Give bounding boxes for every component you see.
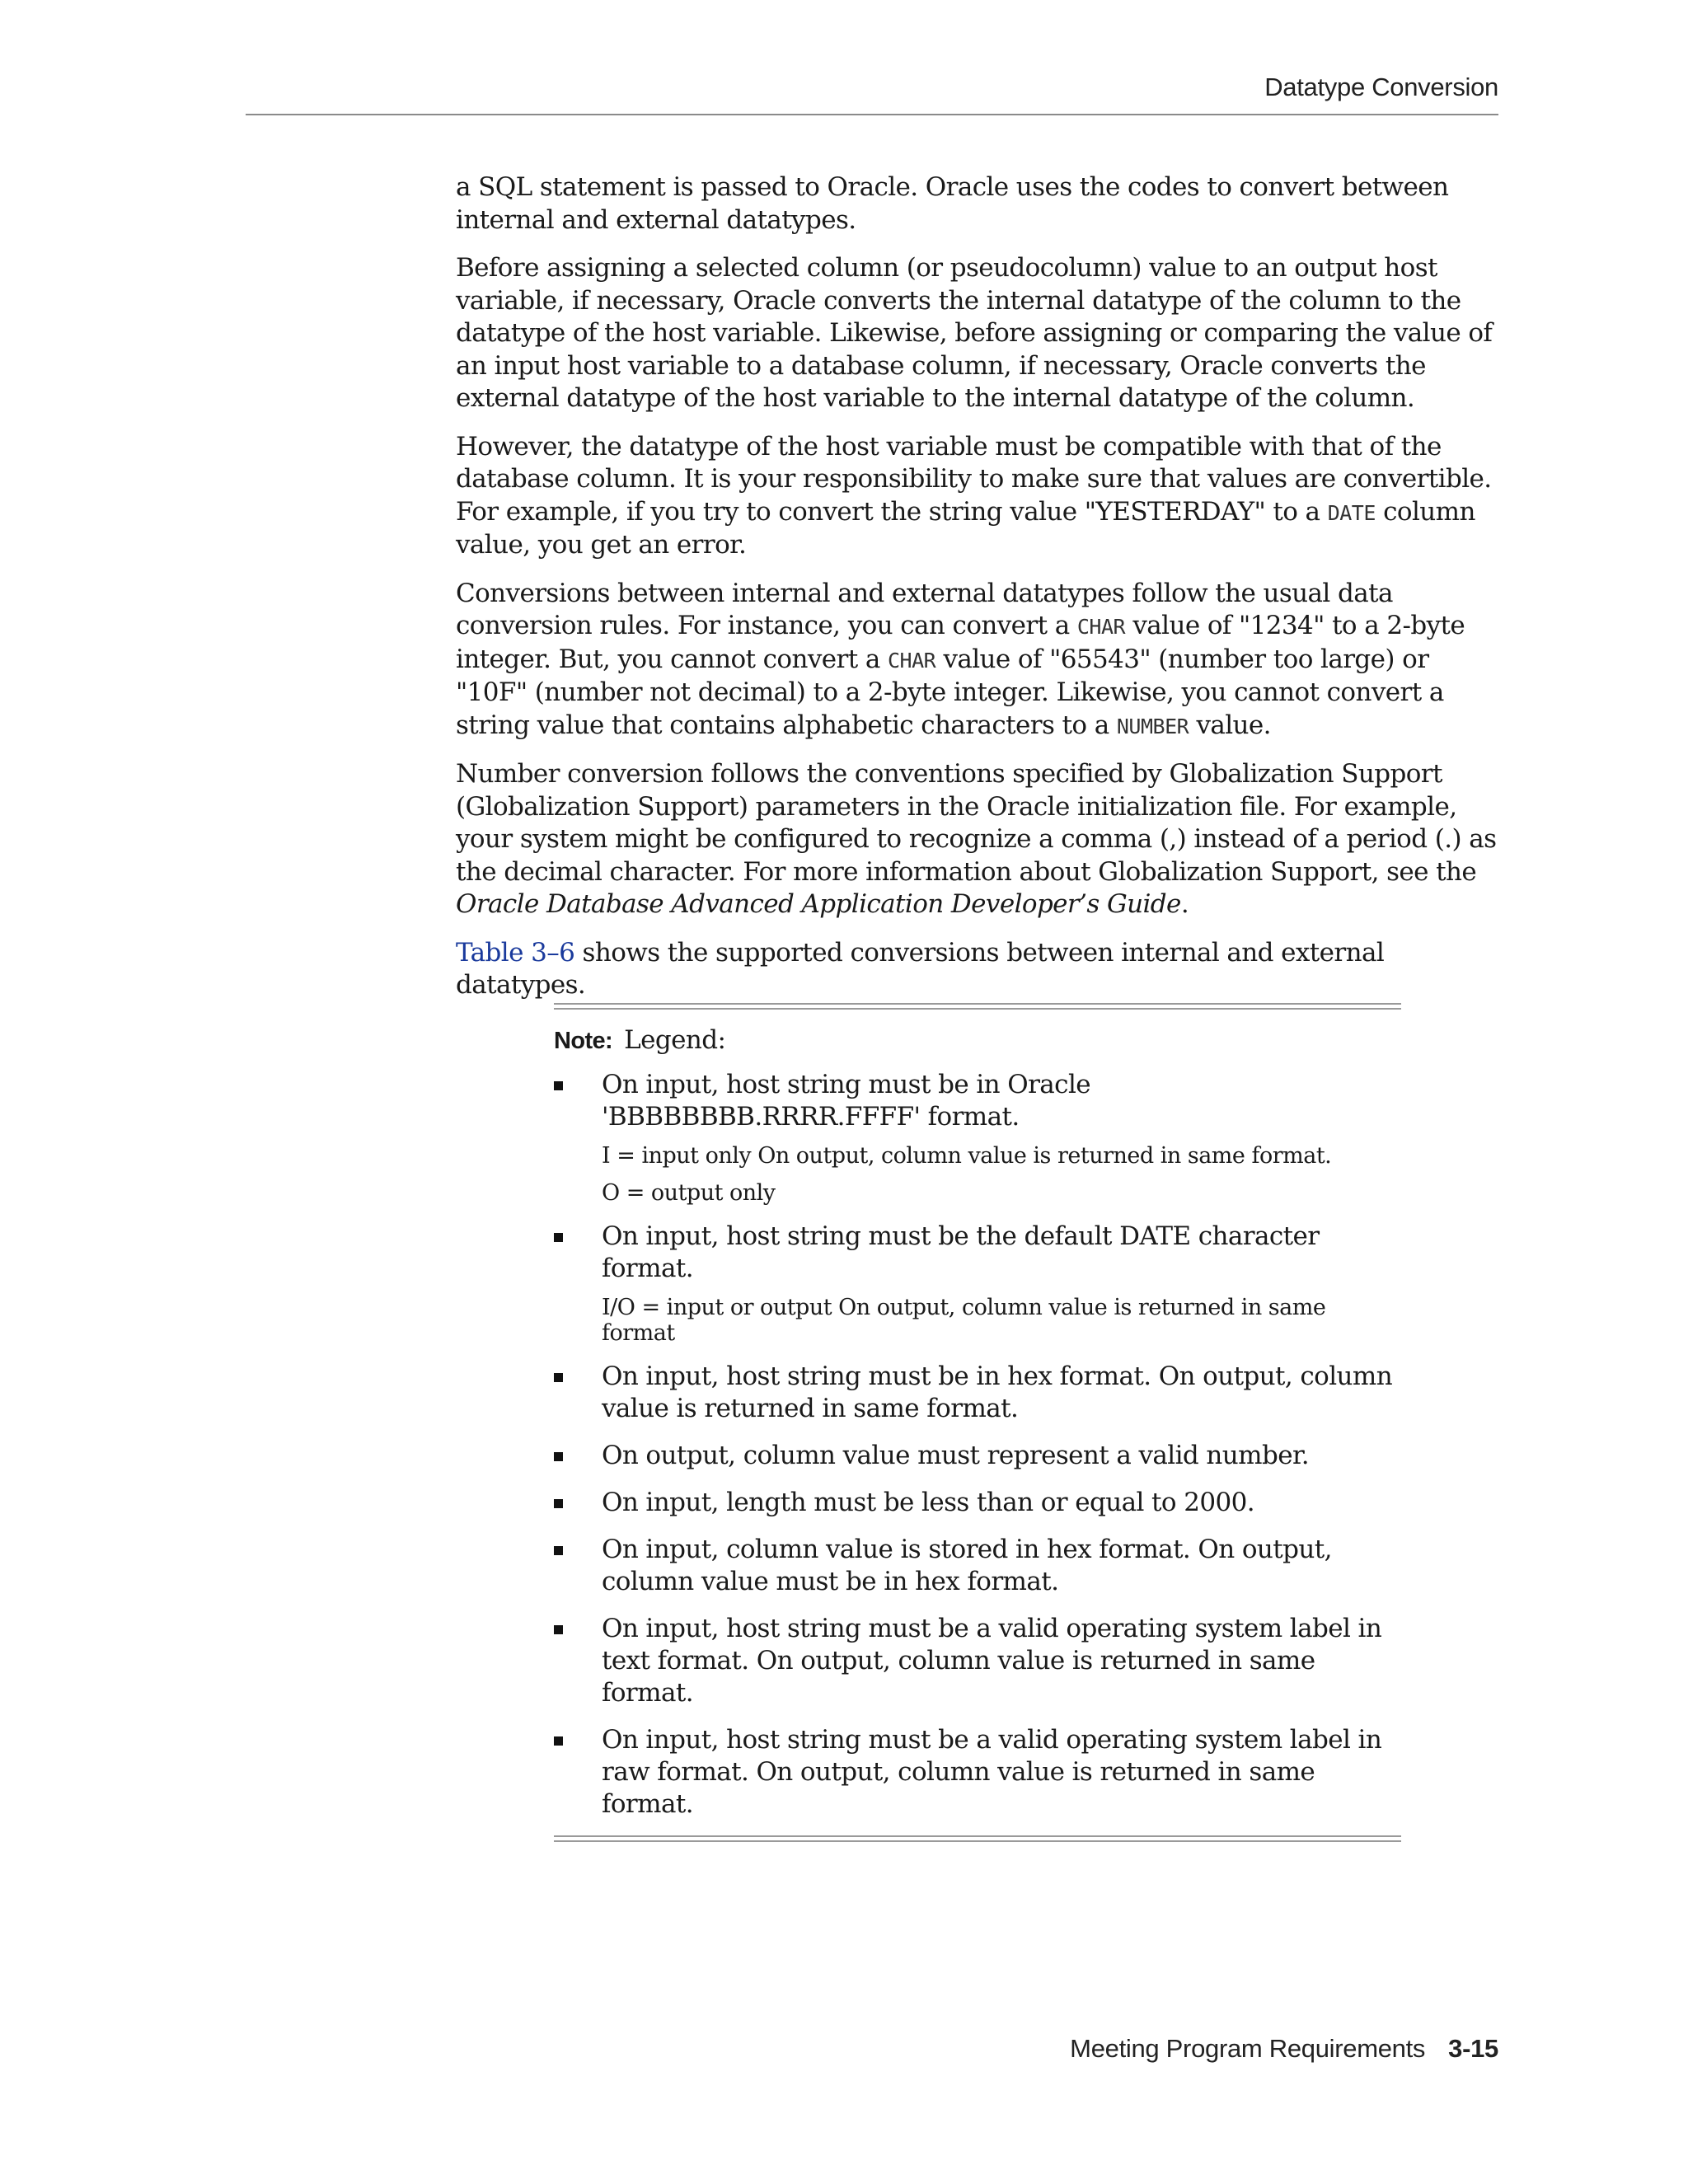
legend-item	[554, 1534, 1401, 1598]
paragraph-4-text-d: value.	[1189, 710, 1271, 740]
legend-item-text: On input, host string must be in hex format. On output, column value is returned in same format.	[602, 1361, 1393, 1423]
square-bullet-icon	[554, 1546, 563, 1555]
running-header: Datatype Conversion	[1264, 73, 1498, 101]
note-top-rule	[554, 1003, 1401, 1010]
legend-item	[554, 1069, 1401, 1206]
square-bullet-icon	[554, 1081, 563, 1090]
legend-item	[554, 1724, 1401, 1821]
legend-item	[554, 1487, 1401, 1519]
paragraph-1: a SQL statement is passed to Oracle. Oracle uses the codes to convert between internal and external datatypes.	[456, 172, 1449, 235]
note-bottom-rule	[554, 1835, 1401, 1842]
code-char-2: CHAR	[887, 648, 936, 673]
legend-sub-line: I/O = input or output On output, column value is returned in same format	[602, 1295, 1326, 1346]
paragraph-5	[456, 758, 1503, 921]
legend-item-text: On input, column value is stored in hex format. On output, column value must be in hex format.	[602, 1535, 1332, 1596]
square-bullet-icon	[554, 1736, 563, 1746]
paragraph-4-text-a: Conversions between internal and external datatypes follow the usual data conversion rules. For instance, you can convert a	[456, 578, 1393, 640]
legend-item-text: On input, host string must be the default DATE character format.	[602, 1221, 1320, 1283]
body-text	[456, 171, 1503, 1018]
paragraph-5-text-b: .	[1180, 889, 1189, 919]
legend-sub-line: I = input only On output, column value is returned in same format.	[602, 1143, 1332, 1169]
legend-item	[554, 1221, 1401, 1346]
footer-chapter-title: Meeting Program Requirements	[1070, 2034, 1426, 2063]
paragraph-3	[456, 431, 1503, 562]
book-title: Oracle Database Advanced Application Developer’s Guide	[456, 889, 1181, 919]
square-bullet-icon	[554, 1625, 563, 1634]
note-label: Note:	[554, 1028, 613, 1054]
note-heading	[554, 1024, 1401, 1057]
legend-item-text: On input, host string must be a valid operating system label in raw format. On output, column value is returned in same format.	[602, 1725, 1382, 1819]
header-rule	[246, 114, 1498, 115]
square-bullet-icon	[554, 1499, 563, 1508]
code-date: DATE	[1327, 500, 1376, 525]
legend-item	[554, 1440, 1401, 1472]
legend-item-text: On output, column value must represent a valid number.	[602, 1441, 1310, 1470]
legend-sub-line: O = output only	[602, 1180, 776, 1206]
square-bullet-icon	[554, 1452, 563, 1461]
square-bullet-icon	[554, 1373, 563, 1382]
legend-item-text: On input, host string must be in Oracle 'BBBBBBBB.RRRR.FFFF' format.	[602, 1070, 1090, 1132]
legend-item	[554, 1361, 1401, 1425]
paragraph-6	[456, 937, 1503, 1002]
note-box	[554, 1003, 1401, 1842]
paragraph-6-text: shows the supported conversions between internal and external datatypes.	[456, 937, 1385, 1000]
note-title: Legend:	[624, 1025, 726, 1055]
paragraph-3-text-a: However, the datatype of the host variable must be compatible with that of the database column. It is your responsibility to make sure that values are convertible. For example, if you try to convert the string value "YESTERDAY" to a	[456, 431, 1492, 527]
table-cross-reference-link[interactable]: Table 3–6	[456, 937, 575, 968]
paragraph-4-text-b: value of "1234" to a 2-byte integer. But, you cannot convert a	[456, 611, 1465, 674]
square-bullet-icon	[554, 1233, 563, 1242]
paragraph-5-text-a: Number conversion follows the conventions specified by Globalization Support (Globalization Support) parameters in the Oracle initialization file. For example, your system might be configured to recognize a comma (,) instead of a period (.) as the decimal character. For more information about Globalization Support, see the	[456, 759, 1497, 887]
paragraph-4-text-c: value of "65543" (number too large) or "10F" (number not decimal) to a 2-byte integer. Likewise, you cannot convert a string value that contains alphabetic characters to a	[456, 644, 1444, 740]
code-number: NUMBER	[1116, 714, 1189, 738]
legend-item-text: On input, length must be less than or equal to 2000.	[602, 1488, 1254, 1517]
paragraph-2: Before assigning a selected column (or pseudocolumn) value to an output host variable, if necessary, Oracle converts the internal datatype of the column to the datatype of the host variable. Likewise, before assigning or comparing the value of an input host variable to a database column, if necessary, Oracle converts the external datatype of the host variable to the internal datatype of the column.	[456, 253, 1493, 413]
legend-item-text: On input, host string must be a valid operating system label in text format. On output, column value is returned in same format.	[602, 1614, 1382, 1708]
paragraph-3-text-b: column value, you get an error.	[456, 496, 1475, 560]
paragraph-4	[456, 578, 1503, 743]
page-number: 3-15	[1448, 2034, 1498, 2063]
running-footer	[246, 2034, 1498, 2064]
code-char-1: CHAR	[1076, 615, 1126, 639]
legend-item	[554, 1613, 1401, 1709]
legend-list	[554, 1069, 1401, 1821]
